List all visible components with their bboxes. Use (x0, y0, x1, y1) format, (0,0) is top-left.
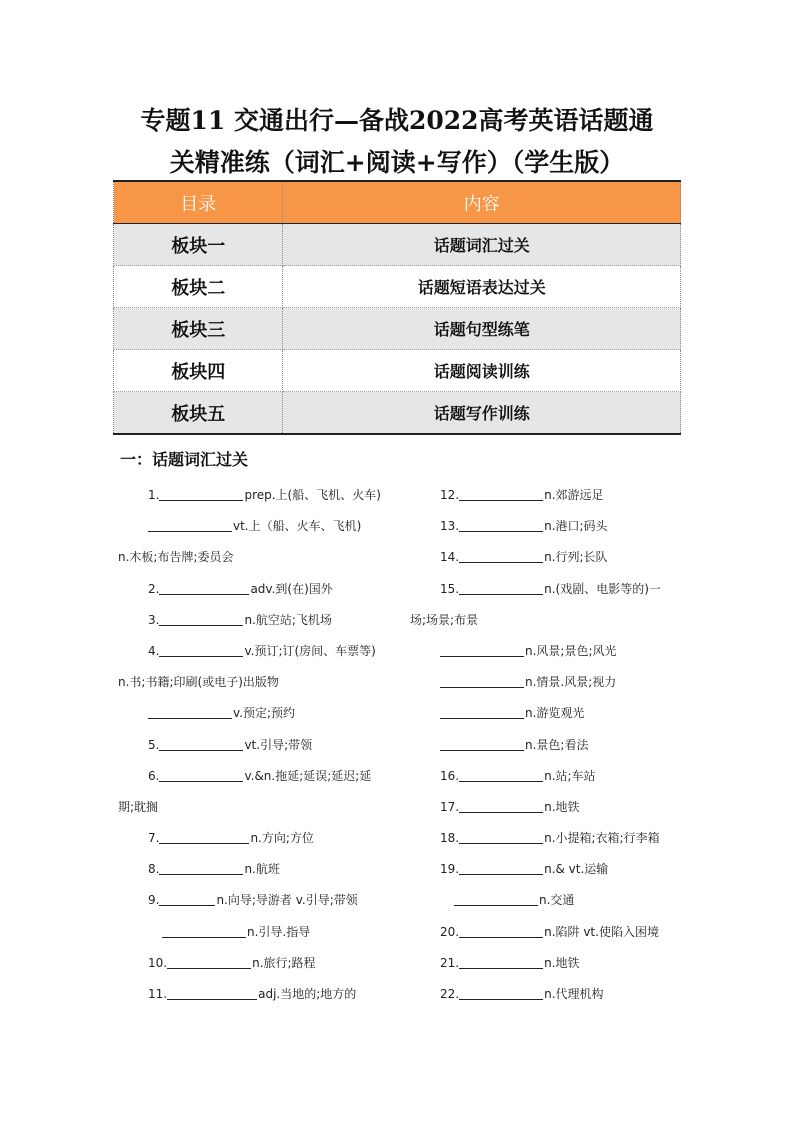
toc-block-label: 板块五 (114, 392, 283, 435)
item-definition: n.港口;码头 (544, 519, 608, 534)
answer-blank[interactable] (459, 799, 543, 813)
item-number: 7. (148, 831, 160, 846)
toc-row (114, 308, 681, 350)
vocab-item (410, 640, 682, 671)
vocab-column-left (118, 484, 388, 1014)
answer-blank[interactable] (440, 643, 524, 657)
vocab-item (410, 609, 682, 640)
item-definition: n.代理机构 (544, 987, 604, 1001)
item-definition: n.站;车站 (544, 768, 596, 783)
item-definition: n.地铁 (544, 955, 580, 970)
answer-blank[interactable] (459, 955, 543, 969)
vocab-item (118, 921, 388, 952)
item-number: 14. (440, 550, 460, 565)
answer-blank[interactable] (159, 487, 243, 501)
vocab-item (118, 546, 388, 577)
item-definition: n.& vt.运输 (544, 862, 609, 877)
item-definition: n.引导.指导 (247, 924, 311, 939)
item-definition: n.小提箱;衣箱;行李箱 (544, 831, 660, 846)
vocab-item (410, 765, 682, 796)
item-definition: prep.上(船、飞机、火车) (244, 488, 381, 502)
vocab-item (410, 546, 682, 577)
title-line-2: 关精准练（词汇+阅读+写作）（学生版） (169, 148, 625, 177)
item-definition: n.游览观光 (525, 706, 585, 721)
item-definition: vt.引导;带领 (244, 737, 313, 752)
vocab-item (410, 983, 682, 1014)
answer-blank[interactable] (162, 924, 246, 938)
vocab-item (118, 734, 388, 765)
title-line-1: 专题11 交通出行—备战2022高考英语话题通 (140, 106, 654, 135)
item-definition: 场;场景;布景 (410, 612, 479, 627)
item-definition: vt.上（船、火车、飞机) (233, 519, 362, 534)
item-definition: adv.到(在)国外 (250, 581, 333, 596)
answer-blank[interactable] (159, 861, 243, 875)
item-definition: v.&n.拖延;延误;延迟;延 (244, 768, 372, 783)
vocab-item (118, 827, 388, 858)
answer-blank[interactable] (159, 768, 243, 782)
vocab-item (118, 702, 388, 733)
item-definition: n.方向;方位 (250, 831, 314, 846)
answer-blank[interactable] (459, 861, 543, 875)
item-definition: adj.当地的;地方的 (258, 987, 357, 1001)
item-number: 18. (440, 831, 460, 846)
vocab-item (118, 671, 388, 702)
toc-content-label: 话题词汇过关 (283, 224, 681, 266)
item-definition: v.预订;订(房间、车票等) (244, 643, 376, 658)
toc-content-label: 话题短语表达过关 (283, 266, 681, 308)
toc-row (114, 350, 681, 392)
vocab-item (118, 515, 388, 546)
table-of-contents (113, 180, 681, 435)
item-definition: n.航空站;飞机场 (244, 612, 332, 627)
vocab-item (118, 983, 388, 1014)
item-definition: n.向导;导游者 v.引导;带领 (216, 893, 358, 908)
vocab-item (410, 484, 682, 515)
item-number: 5. (148, 737, 160, 752)
item-definition: n.行列;长队 (544, 550, 608, 565)
item-number: 12. (440, 488, 460, 502)
item-number: 10. (148, 955, 168, 970)
item-definition: v.预定;预约 (233, 706, 296, 721)
item-definition: n.郊游远足 (544, 488, 604, 502)
item-number: 3. (148, 612, 160, 627)
toc-row (114, 266, 681, 308)
vocab-item (118, 858, 388, 889)
item-definition: n.书;书籍;印刷(或电子)出版物 (118, 675, 279, 690)
item-number: 4. (148, 643, 160, 658)
answer-blank[interactable] (459, 830, 543, 844)
item-definition: n.旅行;路程 (252, 955, 316, 970)
vocab-item (410, 702, 682, 733)
toc-block-label: 板块一 (114, 224, 283, 266)
vocab-item (410, 515, 682, 546)
answer-blank[interactable] (454, 892, 538, 906)
item-number: 22. (440, 987, 460, 1001)
answer-blank[interactable] (459, 581, 543, 595)
item-number: 6. (148, 768, 160, 783)
answer-blank[interactable] (459, 518, 543, 532)
item-definition: n.木板;布告牌;委员会 (118, 550, 234, 565)
item-definition: 期;耽搁 (118, 799, 159, 814)
vocab-item (410, 827, 682, 858)
toc-content-label: 话题句型练笔 (283, 308, 681, 350)
answer-blank[interactable] (148, 705, 232, 719)
toc-header-catalog: 目录 (114, 181, 283, 224)
vocab-item (410, 889, 682, 920)
answer-blank[interactable] (459, 487, 543, 501)
answer-blank[interactable] (459, 768, 543, 782)
vocab-item (118, 640, 388, 671)
answer-blank[interactable] (159, 581, 249, 595)
item-definition: n.风景;景色;风光 (525, 643, 617, 658)
item-definition: n.航班 (244, 862, 280, 877)
item-number: 19. (440, 862, 460, 877)
vocab-column-right (410, 484, 682, 1014)
answer-blank[interactable] (159, 830, 249, 844)
answer-blank[interactable] (167, 986, 257, 1000)
vocab-item (410, 578, 682, 609)
vocab-item (118, 952, 388, 983)
item-number: 21. (440, 955, 460, 970)
vocab-item (410, 734, 682, 765)
toc-header-content: 内容 (283, 181, 681, 224)
toc-content-label: 话题阅读训练 (283, 350, 681, 392)
vocab-item (118, 609, 388, 640)
item-number: 11. (148, 987, 168, 1001)
item-number: 9. (148, 893, 160, 908)
item-number: 8. (148, 862, 160, 877)
answer-blank[interactable] (440, 737, 524, 751)
vocab-item (410, 671, 682, 702)
item-definition: n.交通 (539, 893, 575, 908)
document-title (100, 100, 694, 184)
answer-blank[interactable] (148, 518, 232, 532)
section-heading: 一：话题词汇过关 (120, 450, 249, 469)
answer-blank[interactable] (167, 955, 251, 969)
toc-row (114, 224, 681, 266)
vocab-item (118, 889, 388, 920)
item-definition: n.陷阱 vt.使陷入困境 (544, 924, 659, 939)
item-definition: n.(戏剧、电影等的)一 (544, 581, 661, 596)
answer-blank[interactable] (159, 892, 215, 906)
answer-blank[interactable] (459, 549, 543, 563)
vocab-item (410, 796, 682, 827)
answer-blank[interactable] (459, 924, 543, 938)
item-number: 15. (440, 581, 460, 596)
toc-header-row (114, 181, 681, 224)
answer-blank[interactable] (159, 737, 243, 751)
toc-content-label: 话题写作训练 (283, 392, 681, 435)
toc-block-label: 板块三 (114, 308, 283, 350)
item-number: 20. (440, 924, 460, 939)
item-number: 17. (440, 799, 460, 814)
toc-row (114, 392, 681, 435)
item-definition: n.情景.风景;视力 (525, 675, 617, 690)
vocab-item (410, 952, 682, 983)
answer-blank[interactable] (440, 674, 524, 688)
answer-blank[interactable] (440, 705, 524, 719)
item-number: 1. (148, 488, 160, 502)
toc-block-label: 板块四 (114, 350, 283, 392)
item-number: 16. (440, 768, 460, 783)
item-definition: n.景色;看法 (525, 737, 589, 752)
vocab-item (410, 921, 682, 952)
item-number: 2. (148, 581, 160, 596)
vocab-item (410, 858, 682, 889)
vocab-item (118, 796, 388, 827)
vocab-item (118, 765, 388, 796)
answer-blank[interactable] (459, 986, 543, 1000)
vocab-item (118, 578, 388, 609)
item-number: 13. (440, 519, 460, 534)
toc-block-label: 板块二 (114, 266, 283, 308)
item-definition: n.地铁 (544, 799, 580, 814)
vocab-item (118, 484, 388, 515)
answer-blank[interactable] (159, 643, 243, 657)
answer-blank[interactable] (159, 612, 243, 626)
